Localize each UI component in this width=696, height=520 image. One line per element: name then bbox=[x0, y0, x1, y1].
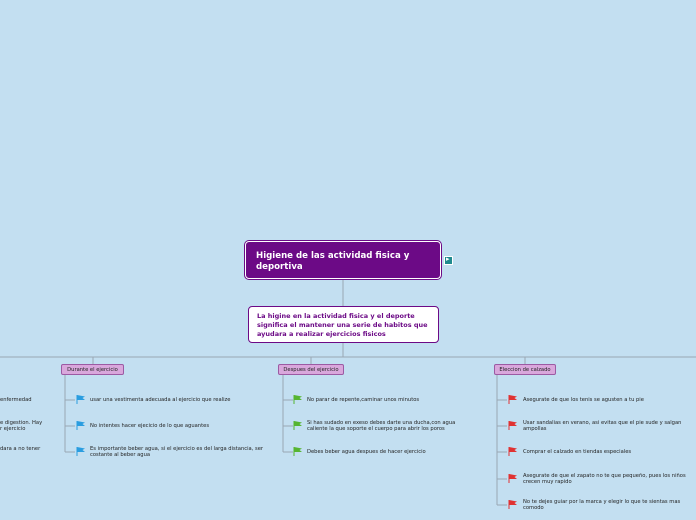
red-flag-icon bbox=[508, 446, 518, 456]
subtopic-node[interactable] bbox=[248, 306, 439, 343]
expand-arrow-icon[interactable]: ▸ bbox=[444, 256, 453, 265]
green-flag-icon bbox=[293, 446, 303, 456]
subtopic-text: La higine en la actividad fisica y el deporte significa el mantener una serie de habitos que ayudara a realizar ejercicios fisicos bbox=[257, 312, 428, 338]
leaf-durante-1[interactable]: usar una vestimenta adecuada al ejercicio que realize bbox=[90, 397, 231, 403]
leaf-durante-3[interactable]: Es importante beber agua, si el ejercicio es del larga distancia, ser costante al beber agua bbox=[90, 446, 264, 459]
blue-flag-icon bbox=[76, 394, 86, 404]
leaf-despues-2[interactable]: Si has sudado en exeso debes darte una ducha,con agua caliente la que soporte el cuerpo para abrir los poros bbox=[307, 420, 456, 433]
category-despues-del-ejercicio[interactable]: Despues del ejercicio bbox=[278, 364, 344, 375]
green-flag-icon bbox=[293, 394, 303, 404]
root-topic-title: Higiene de las actividad fisica y deportiva bbox=[256, 251, 410, 272]
category-eleccion-de-calzado[interactable]: Eleccion de calzado bbox=[494, 364, 556, 375]
root-topic[interactable] bbox=[245, 241, 441, 279]
partial-leaf-2a: e digestion. Hay bbox=[0, 420, 43, 426]
leaf-calzado-1[interactable]: Asegurate de que los tenis se agusten a tu pie bbox=[523, 397, 644, 403]
blue-flag-icon bbox=[76, 446, 86, 456]
partial-leaf-3: dara a no tener bbox=[0, 446, 41, 452]
red-flag-icon bbox=[508, 420, 518, 430]
partial-leaf-2b: r ejercicio bbox=[0, 426, 26, 432]
leaf-durante-2[interactable]: No intentes hacer ejecicio de lo que aguantes bbox=[90, 423, 210, 429]
blue-flag-icon bbox=[76, 420, 86, 430]
red-flag-icon bbox=[508, 394, 518, 404]
partial-leaf-1: enfermedad bbox=[0, 397, 32, 403]
category-durante-el-ejercicio[interactable]: Durante el ejercicio bbox=[61, 364, 124, 375]
leaf-calzado-5[interactable]: No te dejes guiar por la marca y elegir lo que te sientas mas comodo bbox=[523, 499, 681, 512]
leaf-calzado-3[interactable]: Comprar el calzado en tiendas especiales bbox=[523, 449, 632, 455]
leaf-calzado-4[interactable]: Asegurate de que el zapato no te que pequeño, pues los niños crecen muy rapido bbox=[523, 473, 686, 486]
leaf-calzado-2[interactable]: Usar sandalias en verano, asi evitas que el pie sude y salgan ampollas bbox=[523, 420, 682, 433]
green-flag-icon bbox=[293, 420, 303, 430]
red-flag-icon bbox=[508, 499, 518, 509]
red-flag-icon bbox=[508, 473, 518, 483]
leaf-despues-1[interactable]: No parar de repente,caminar unos minutos bbox=[307, 397, 420, 403]
leaf-despues-3[interactable]: Debes beber agua despues de hacer ejercicio bbox=[307, 449, 426, 455]
